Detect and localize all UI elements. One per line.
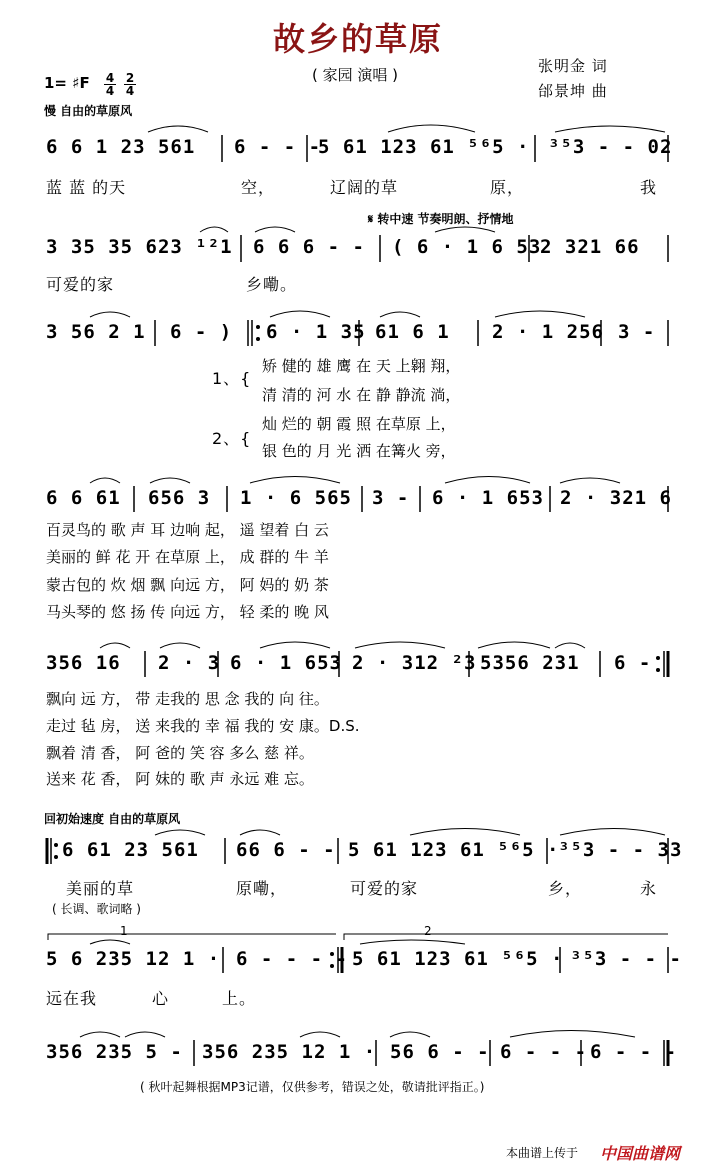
volta-1: 1 — [120, 924, 128, 938]
measure-notes: 6 61 23 561 — [62, 839, 199, 861]
key-signature: 1= ♯F — [44, 74, 90, 92]
measure-notes: 56 6 - - — [390, 1041, 490, 1063]
measure-notes: 3 - — [618, 321, 656, 343]
measure-notes: 6 - — [614, 652, 652, 674]
lyric: 空， — [241, 178, 276, 197]
lyric: 远在我 — [46, 989, 98, 1008]
measure-notes: 3 35 35 623 ¹²1 — [46, 236, 233, 258]
measure-notes: 6 · 1 653 — [432, 487, 544, 509]
tempo-mark: 慢 自由的草原风 — [44, 104, 133, 118]
measure-notes: 356 16 — [46, 652, 121, 674]
measure-notes: 656 3 — [148, 487, 211, 509]
measure-notes: 6 - - - - — [236, 948, 348, 970]
lyric-line: 清 清的 河 水 在 静 静流 淌， — [262, 386, 461, 404]
measure-notes: 6 - - - — [500, 1041, 588, 1063]
lyric: 原， — [490, 178, 525, 197]
lyric: 原嘞， — [236, 879, 288, 898]
measure-notes: 5356 231 — [480, 652, 580, 674]
lyric: 可爱的家 — [350, 879, 419, 898]
measure-notes: ( 6 · 1 6 53 — [392, 236, 542, 258]
measure-notes: ³⁵3 - - 02 — [548, 136, 673, 158]
measure-notes: 5 61 123 61 ⁵⁶5 · — [318, 136, 530, 158]
verse-label: 2、{ — [212, 429, 252, 448]
tempo-change-mark: 𝄋 转中速 节奏明朗、抒情地 — [368, 212, 514, 226]
verse-label: 1、{ — [212, 369, 252, 388]
lyric-line: 美丽的 鲜 花 开 在草原 上， 成 群的 牛 羊 — [46, 548, 329, 566]
lyric: 辽阔的草 — [330, 178, 399, 197]
measure-notes: ³⁵3 - - 33 — [558, 839, 683, 861]
lyric: 上。 — [222, 989, 257, 1008]
upload-note: 本曲谱上传于 — [506, 1146, 579, 1160]
lyric-line: 银 色的 月 光 洒 在篝火 旁， — [262, 442, 456, 460]
measure-notes: 6 · 1 35 — [266, 321, 366, 343]
measure-notes: 2 321 66 — [540, 236, 640, 258]
lyric-line: 送来 花 香， 阿 妹的 歌 声 永远 难 忘。 — [46, 770, 314, 788]
lyric: 我 — [640, 178, 658, 197]
lyric: 可爱的家 — [46, 275, 115, 294]
measure-notes: 6 6 6 - - — [253, 236, 365, 258]
lyric-line: 走过 毡 房， 送 来我的 幸 福 我的 安 康。D.S. — [46, 717, 360, 735]
measure-notes: ³⁵3 - - - — [570, 948, 682, 970]
measure-notes: 6 6 1 23 561 — [46, 136, 196, 158]
measure-notes: 2 · 321 6 — [560, 487, 672, 509]
lyric: 乡， — [548, 879, 583, 898]
measure-notes: 5 6 235 12 1 · — [46, 948, 221, 970]
measure-notes: 2 · 3 — [158, 652, 221, 674]
measure-notes: 6 - ) — [170, 321, 233, 343]
lyric: 蓝 蓝 的天 — [46, 178, 127, 197]
volta-2: 2 — [424, 924, 432, 938]
lyric: 乡嘞。 — [246, 275, 298, 294]
measure-notes: 5 61 123 61 ⁵⁶5 · — [348, 839, 560, 861]
lyric: 永 — [640, 879, 658, 898]
return-tempo-mark: 回初始速度 自由的草原风 — [44, 812, 181, 826]
time-signature-2-4: $\frac{2}{4}$ — [125, 71, 135, 98]
lyric-line: 飘着 清 香， 阿 爸的 笑 容 多么 慈 祥。 — [46, 744, 314, 762]
measure-notes: 356 235 5 - — [46, 1041, 183, 1063]
measure-notes: 66 6 - - — [236, 839, 336, 861]
measure-notes: 6 · 1 653 — [230, 652, 342, 674]
lyric: 美丽的草 — [66, 879, 135, 898]
lyricist-credit: 张明金 词 — [538, 57, 608, 75]
measure-notes: 5 61 123 61 ⁵⁶5 · — [352, 948, 564, 970]
song-title: 故乡的草原 — [272, 20, 443, 58]
measure-notes: 3 56 2 1 — [46, 321, 146, 343]
lyric-line: 灿 烂的 朝 霞 照 在草原 上， — [262, 415, 456, 433]
lyric-line: 蒙古包的 炊 烟 飘 向远 方， 阿 妈的 奶 茶 — [46, 576, 329, 594]
time-signature-4-4: $\frac{4}{4}$ — [105, 71, 115, 98]
measure-notes: 61 6 1 — [375, 321, 450, 343]
long-tune-note: ( 长调、歌词略 ) — [52, 902, 141, 916]
composer-credit: 邰景坤 曲 — [538, 82, 608, 100]
lyric-line: 飘向 远 方， 带 走我的 思 念 我的 向 往。 — [46, 690, 329, 708]
measure-notes: 6 6 61 — [46, 487, 121, 509]
site-logo[interactable]: 中国曲谱网 — [600, 1144, 681, 1163]
lyric-line: 马头琴的 悠 扬 传 向远 方， 轻 柔的 晚 风 — [46, 603, 329, 621]
lyric: 心 — [152, 989, 170, 1008]
measure-notes: 2 · 312 ²3 — [352, 652, 477, 674]
measure-notes: 6 - - - — [234, 136, 322, 158]
measure-notes: 356 235 12 1 · — [202, 1041, 377, 1063]
measure-notes: 2 · 1 256 — [492, 321, 604, 343]
lyric-line: 百灵鸟的 歌 声 耳 边响 起， 遥 望着 白 云 — [46, 521, 329, 539]
measure-notes: 6 - - - — [590, 1041, 678, 1063]
performer: ( 家园 演唱 ) — [312, 66, 399, 84]
lyric-line: 矫 健的 雄 鹰 在 天 上翱 翔， — [262, 357, 461, 375]
transcription-note: ( 秋叶起舞根据MP3记谱，仅供参考，错误之处，敬请批评指正。) — [140, 1080, 485, 1094]
measure-notes: 3 - — [372, 487, 410, 509]
measure-notes: 1 · 6 565 — [240, 487, 352, 509]
